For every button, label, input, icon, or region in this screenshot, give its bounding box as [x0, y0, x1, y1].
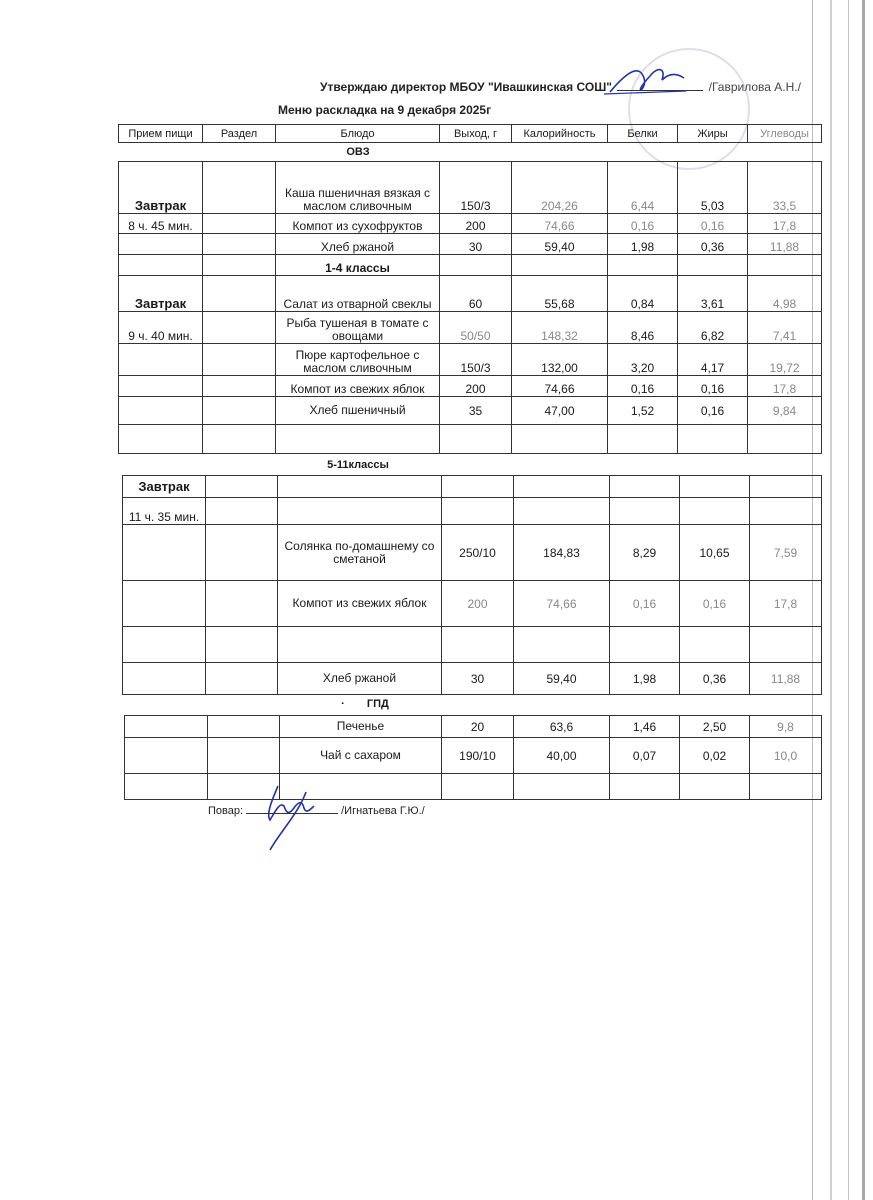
fat-cell: 0,16: [680, 581, 750, 627]
protein-cell: 3,20: [608, 344, 678, 376]
section-cell: [203, 312, 276, 344]
col-header: Белки: [608, 125, 678, 143]
kcal-cell: 204,26: [512, 162, 608, 214]
blank-cell: [203, 255, 276, 276]
yield-cell: [442, 627, 514, 663]
col-header: Жиры: [678, 125, 748, 143]
table-row: [123, 627, 822, 663]
fat-cell: 0,36: [680, 663, 750, 695]
table-row: [125, 738, 822, 774]
table-row: [123, 476, 822, 498]
carbs-cell: [750, 476, 822, 498]
carbs-cell: [750, 774, 822, 800]
section-gpd: · ГПД: [341, 698, 389, 710]
col-header: Выход, г: [440, 125, 512, 143]
kcal-cell: [514, 476, 610, 498]
col-header: Раздел: [203, 125, 276, 143]
kcal-cell: 132,00: [512, 344, 608, 376]
carbs-cell: 17,8: [748, 214, 822, 234]
meal-cell: [125, 716, 208, 738]
protein-cell: 1,46: [610, 716, 680, 738]
dish-cell: Каша пшеничная вязкая с маслом сливочным: [276, 162, 440, 214]
kcal-cell: 184,83: [514, 525, 610, 581]
kcal-cell: 74,66: [514, 581, 610, 627]
kcal-cell: 55,68: [512, 276, 608, 312]
section-cell: [203, 214, 276, 234]
section-cell: [203, 276, 276, 312]
section-cell: [208, 738, 280, 774]
yield-cell: 200: [440, 376, 512, 397]
menu-table-gpd: [124, 715, 822, 800]
meal-cell: [119, 234, 203, 255]
yield-cell: 60: [440, 276, 512, 312]
protein-cell: 8,46: [608, 312, 678, 344]
fat-cell: [680, 627, 750, 663]
cook-name: /Игнатьева Г.Ю./: [341, 805, 425, 817]
fat-cell: 0,16: [678, 214, 748, 234]
approval-line: [320, 80, 801, 94]
carbs-cell: [750, 627, 822, 663]
meal-cell: [123, 525, 206, 581]
dish-cell: [276, 425, 440, 454]
meal-cell: [123, 663, 206, 695]
carbs-cell: 33,5: [748, 162, 822, 214]
table-row: [119, 425, 822, 454]
kcal-cell: [512, 425, 608, 454]
blank-cell: [678, 255, 748, 276]
section-cell: [203, 162, 276, 214]
protein-cell: 0,16: [608, 214, 678, 234]
fat-cell: 0,16: [678, 397, 748, 425]
section-ovz: ОВЗ: [346, 146, 370, 158]
fat-cell: 0,16: [678, 376, 748, 397]
fat-cell: 4,17: [678, 344, 748, 376]
protein-cell: 0,84: [608, 276, 678, 312]
yield-cell: [442, 476, 514, 498]
yield-cell: 30: [440, 234, 512, 255]
kcal-cell: 59,40: [514, 663, 610, 695]
cook-signature-line: [246, 813, 338, 814]
carbs-cell: 11,88: [748, 234, 822, 255]
dish-cell: Компот из сухофруктов: [276, 214, 440, 234]
section-cell: [203, 376, 276, 397]
table-row: [123, 581, 822, 627]
kcal-cell: 47,00: [512, 397, 608, 425]
meal-cell: [119, 425, 203, 454]
section-cell: [206, 627, 278, 663]
dish-cell: Компот из свежих яблок: [278, 581, 442, 627]
dish-cell: [278, 627, 442, 663]
meal-time-cell: 9 ч. 40 мин.: [119, 312, 203, 344]
yield-cell: [442, 498, 514, 525]
dish-cell: Компот из свежих яблок: [276, 376, 440, 397]
menu-table-5-11: [122, 475, 822, 695]
carbs-cell: [748, 425, 822, 454]
table-row: [125, 774, 822, 800]
yield-cell: [440, 425, 512, 454]
table-row: [119, 234, 822, 255]
signature-line: [617, 90, 703, 91]
protein-cell: [610, 774, 680, 800]
protein-cell: [608, 425, 678, 454]
blank-cell: [119, 255, 203, 276]
dish-cell: [278, 476, 442, 498]
table-row: [119, 376, 822, 397]
table-row: [119, 312, 822, 344]
dish-cell: Солянка по-домашнему со сметаной: [278, 525, 442, 581]
dish-cell: [278, 498, 442, 525]
fat-cell: 10,65: [680, 525, 750, 581]
table-row: [125, 716, 822, 738]
section-1-4: 1-4 классы: [276, 255, 440, 276]
section-cell: [206, 663, 278, 695]
table-row: [119, 214, 822, 234]
meal-cell: [123, 581, 206, 627]
table-header-row: [119, 125, 822, 143]
dish-cell: Пюре картофельное с маслом сливочным: [276, 344, 440, 376]
carbs-cell: 17,8: [750, 581, 822, 627]
meal-cell: [125, 774, 208, 800]
kcal-cell: 40,00: [514, 738, 610, 774]
dish-cell: Хлеб ржаной: [278, 663, 442, 695]
table-row: [119, 397, 822, 425]
carbs-cell: [750, 498, 822, 525]
section-cell: [203, 425, 276, 454]
col-header: Прием пищи: [119, 125, 203, 143]
meal-cell: Завтрак: [119, 162, 203, 214]
cook-label: Повар:: [208, 805, 244, 817]
carbs-cell: 9,84: [748, 397, 822, 425]
kcal-cell: 148,32: [512, 312, 608, 344]
kcal-cell: [514, 627, 610, 663]
table-row: [119, 276, 822, 312]
fat-cell: 5,03: [678, 162, 748, 214]
protein-cell: [610, 627, 680, 663]
meal-cell: [119, 397, 203, 425]
carbs-cell: 7,41: [748, 312, 822, 344]
fat-cell: 0,02: [680, 738, 750, 774]
col-header: Блюдо: [276, 125, 440, 143]
kcal-cell: [514, 498, 610, 525]
fat-cell: 2,50: [680, 716, 750, 738]
yield-cell: 150/3: [440, 162, 512, 214]
kcal-cell: 63,6: [514, 716, 610, 738]
director-name: /Гаврилова А.Н./: [708, 80, 801, 94]
protein-cell: 8,29: [610, 525, 680, 581]
fat-cell: [680, 476, 750, 498]
section-cell: [208, 716, 280, 738]
fat-cell: 3,61: [678, 276, 748, 312]
section-row-1-4: [119, 255, 822, 276]
dish-cell: Хлеб ржаной: [276, 234, 440, 255]
yield-cell: [442, 774, 514, 800]
fat-cell: 0,36: [678, 234, 748, 255]
col-header: Калорийность: [512, 125, 608, 143]
yield-cell: 190/10: [442, 738, 514, 774]
yield-cell: 250/10: [442, 525, 514, 581]
section-cell: [206, 525, 278, 581]
table-row: [119, 344, 822, 376]
meal-cell: Завтрак: [123, 476, 206, 498]
dish-cell: Хлеб пшеничный: [276, 397, 440, 425]
blank-cell: [608, 255, 678, 276]
carbs-cell: 19,72: [748, 344, 822, 376]
yield-cell: 30: [442, 663, 514, 695]
menu-table-ovz: [118, 124, 822, 143]
yield-cell: 200: [440, 214, 512, 234]
carbs-cell: 10,0: [750, 738, 822, 774]
kcal-cell: 74,66: [512, 214, 608, 234]
protein-cell: 1,98: [610, 663, 680, 695]
protein-cell: 0,16: [610, 581, 680, 627]
menu-title: Меню раскладка на 9 декабря 2025г: [278, 103, 492, 117]
blank-cell: [512, 255, 608, 276]
dish-cell: Рыба тушеная в томате с овощами: [276, 312, 440, 344]
protein-cell: 0,16: [608, 376, 678, 397]
section-cell: [203, 344, 276, 376]
menu-table-ovz-body: [118, 161, 822, 454]
meal-cell: [125, 738, 208, 774]
section-5-11: 5-11классы: [327, 459, 389, 471]
kcal-cell: [514, 774, 610, 800]
section-cell: [203, 397, 276, 425]
carbs-cell: 4,98: [748, 276, 822, 312]
dish-cell: Салат из отварной свеклы: [276, 276, 440, 312]
blank-cell: [440, 255, 512, 276]
carbs-cell: 7,59: [750, 525, 822, 581]
blank-cell: [748, 255, 822, 276]
yield-cell: 150/3: [440, 344, 512, 376]
yield-cell: 35: [440, 397, 512, 425]
carbs-cell: 11,88: [750, 663, 822, 695]
protein-cell: [610, 476, 680, 498]
meal-time-cell: 8 ч. 45 мин.: [119, 214, 203, 234]
meal-cell: Завтрак: [119, 276, 203, 312]
section-cell: [206, 581, 278, 627]
cook-line: [208, 805, 425, 817]
table-row: [123, 663, 822, 695]
dish-cell: Чай с сахаром: [280, 738, 442, 774]
carbs-cell: 9,8: [750, 716, 822, 738]
section-cell: [203, 234, 276, 255]
yield-cell: 50/50: [440, 312, 512, 344]
yield-cell: 20: [442, 716, 514, 738]
meal-cell: [119, 344, 203, 376]
fat-cell: [680, 774, 750, 800]
yield-cell: 200: [442, 581, 514, 627]
table-row: [119, 162, 822, 214]
kcal-cell: 59,40: [512, 234, 608, 255]
carbs-cell: 17,8: [748, 376, 822, 397]
fat-cell: [678, 425, 748, 454]
dish-cell: Печенье: [280, 716, 442, 738]
approval-text: Утверждаю директор МБОУ "Ивашкинская СОШ": [320, 80, 612, 94]
meal-time-cell: 11 ч. 35 мин.: [123, 498, 206, 525]
col-header: Углеводы: [748, 125, 822, 143]
meal-cell: [119, 376, 203, 397]
protein-cell: 6,44: [608, 162, 678, 214]
section-cell: [206, 476, 278, 498]
protein-cell: [610, 498, 680, 525]
fat-cell: 6,82: [678, 312, 748, 344]
section-cell: [206, 498, 278, 525]
table-row: [123, 525, 822, 581]
protein-cell: 0,07: [610, 738, 680, 774]
table-row: [123, 498, 822, 525]
protein-cell: 1,98: [608, 234, 678, 255]
protein-cell: 1,52: [608, 397, 678, 425]
meal-cell: [123, 627, 206, 663]
kcal-cell: 74,66: [512, 376, 608, 397]
fat-cell: [680, 498, 750, 525]
